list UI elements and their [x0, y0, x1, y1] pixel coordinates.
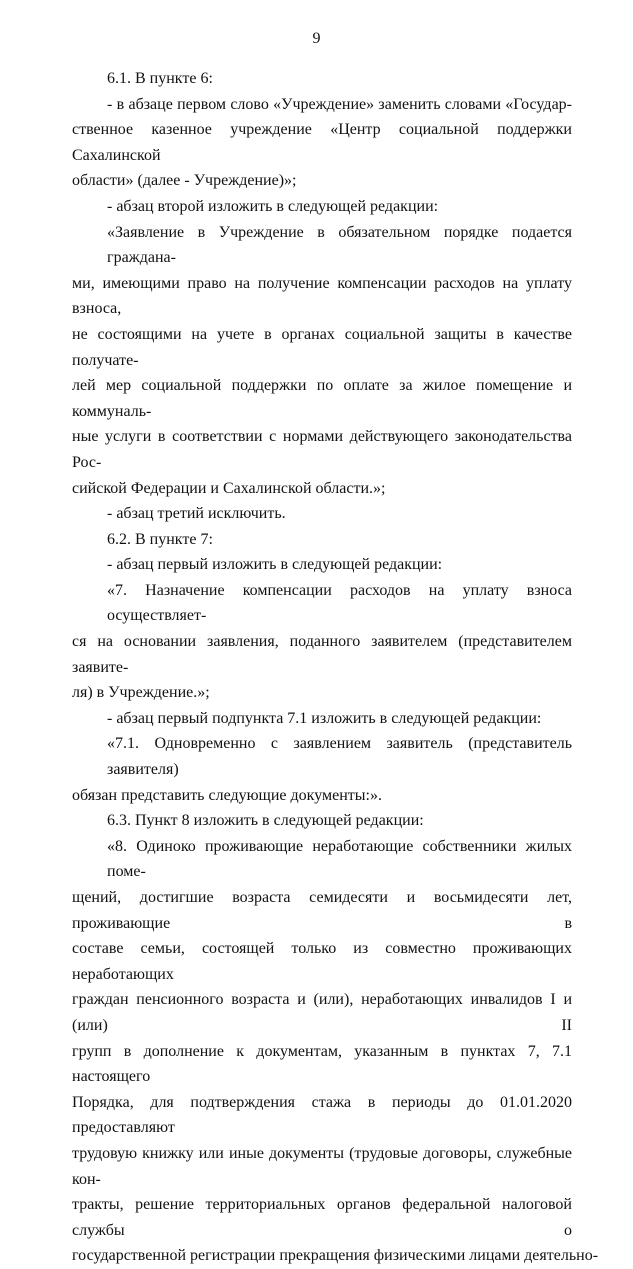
text-line: - абзац второй изложить в следующей редакции: — [107, 197, 439, 215]
document-body — [72, 66, 599, 1269]
paragraph — [72, 706, 572, 732]
text-line: 6.1. В пункте 6: — [107, 70, 213, 87]
text-line: государственной регистрации прекращения физическими лицами деятельно- — [72, 1247, 599, 1265]
text-line: ные услуги в соответствии с нормами действующего законодательства Рос- — [72, 428, 572, 471]
text-line: - в абзаце первом слово «Учреждение» заменить словами «Государ- — [107, 95, 572, 113]
text-line: области» (далее - Учреждение)»; — [72, 172, 297, 190]
paragraph — [72, 552, 572, 578]
text-line: сийской Федерации и Сахалинской области.»; — [72, 479, 386, 497]
text-line: трудовую книжку или иные документы (трудовые договоры, служебные кон- — [72, 1144, 572, 1188]
text-line: - абзац первый подпункта 7.1 изложить в следующей редакции: — [107, 709, 542, 727]
text-line: лей мер социальной поддержки по оплате за жилое помещение и коммуналь- — [72, 377, 572, 420]
text-line: ственное казенное учреждение «Центр социальной поддержки Сахалинской — [72, 121, 572, 164]
text-line: граждан пенсионного возраста и (или), неработающих инвалидов I и (или) II — [72, 991, 572, 1034]
text-line: «7. Назначение компенсации расходов на уплату взноса осуществляет- — [107, 581, 572, 625]
paragraph — [72, 834, 599, 1269]
text-line: тракты, решение территориальных органов федеральной налоговой службы о — [72, 1196, 572, 1239]
text-line: 6.2. В пункте 7: — [107, 530, 213, 548]
paragraph — [72, 527, 572, 553]
text-line: «7.1. Одновременно с заявлением заявитель (представитель заявителя) — [107, 735, 572, 779]
text-line: групп в дополнение к документам, указанным в пунктах 7, 7.1 настоящего — [72, 1042, 572, 1086]
text-line: «8. Одиноко проживающие неработающие собственники жилых поме- — [107, 837, 572, 881]
paragraph — [72, 220, 572, 502]
paragraph — [72, 66, 572, 92]
text-line: ля) в Учреждение.»; — [72, 684, 210, 702]
text-line: Порядка, для подтверждения стажа в периоды до 01.01.2020 предоставляют — [72, 1093, 572, 1137]
page-number: 9 — [312, 30, 321, 47]
paragraph — [72, 578, 572, 706]
paragraph — [72, 194, 572, 220]
text-line: ми, имеющими право на получение компенсации расходов на уплату взноса, — [72, 274, 572, 318]
text-line: «Заявление в Учреждение в обязательном порядке подается граждана- — [107, 223, 572, 267]
text-line: - абзац первый изложить в следующей редакции: — [107, 556, 443, 574]
paragraph — [72, 92, 572, 194]
text-line: - абзац третий исключить. — [107, 505, 286, 523]
paragraph — [72, 808, 572, 834]
text-line: 6.3. Пункт 8 изложить в следующей редакции: — [107, 812, 424, 830]
text-line: обязан представить следующие документы:». — [72, 786, 382, 804]
text-line: ся на основании заявления, поданного заявителем (представителем заявите- — [72, 633, 572, 676]
text-line: не состоящими на учете в органах социальной защиты в качестве получате- — [72, 325, 572, 369]
text-line: составе семьи, состоящей только из совместно проживающих неработающих — [72, 940, 572, 983]
paragraph — [72, 501, 572, 527]
text-line: щений, достигшие возраста семидесяти и восьмидесяти лет, проживающие в — [72, 889, 572, 932]
paragraph — [72, 731, 572, 808]
